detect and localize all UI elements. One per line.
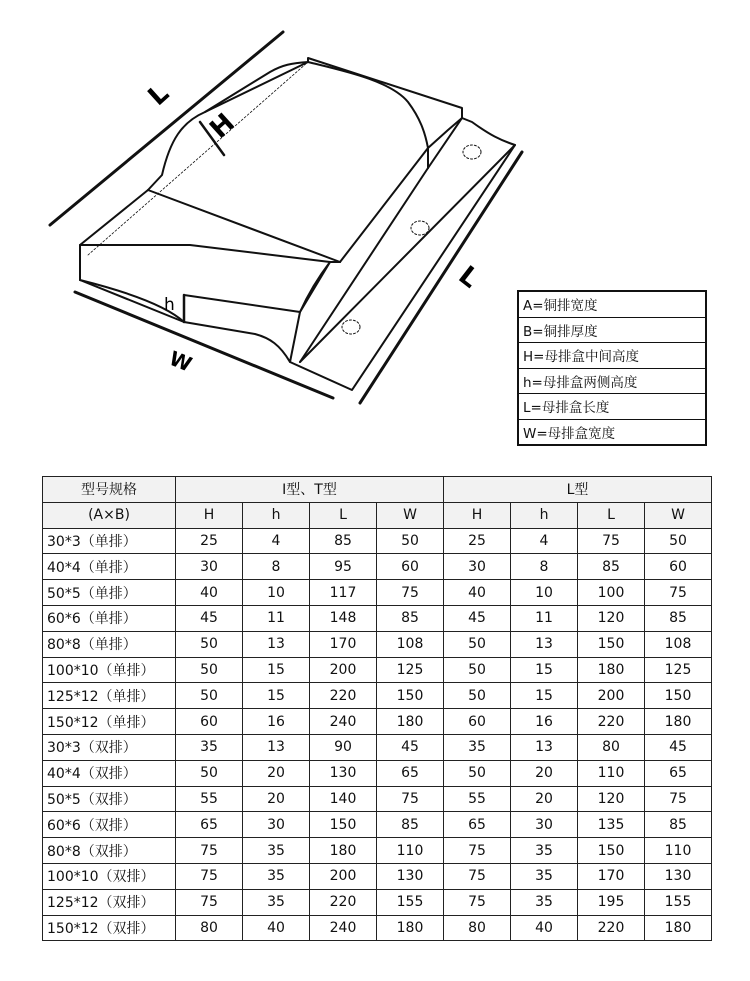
value-cell: 125 — [645, 657, 712, 683]
col-header: L — [310, 502, 377, 528]
value-cell: 20 — [511, 786, 578, 812]
value-cell: 180 — [310, 838, 377, 864]
value-cell: 35 — [243, 838, 310, 864]
value-cell: 75 — [645, 580, 712, 606]
value-cell: 117 — [310, 580, 377, 606]
value-cell: 75 — [377, 580, 444, 606]
legend-item: B=铜排厚度 — [518, 317, 706, 343]
value-cell: 150 — [377, 683, 444, 709]
value-cell: 80 — [444, 915, 511, 941]
value-cell: 55 — [176, 786, 243, 812]
value-cell: 25 — [176, 528, 243, 554]
model-cell: 50*5（双排） — [43, 786, 176, 812]
value-cell: 180 — [377, 709, 444, 735]
model-cell: 150*12（双排） — [43, 915, 176, 941]
value-cell: 15 — [243, 683, 310, 709]
header-ab: (A×B) — [43, 502, 176, 528]
value-cell: 170 — [578, 863, 645, 889]
value-cell: 65 — [176, 812, 243, 838]
value-cell: 50 — [444, 657, 511, 683]
value-cell: 220 — [578, 709, 645, 735]
value-cell: 20 — [243, 760, 310, 786]
label-L-top: L — [142, 78, 175, 112]
value-cell: 13 — [243, 631, 310, 657]
table-row — [43, 734, 712, 760]
value-cell: 10 — [511, 580, 578, 606]
value-cell: 110 — [377, 838, 444, 864]
col-header: h — [243, 502, 310, 528]
value-cell: 85 — [645, 605, 712, 631]
value-cell: 108 — [645, 631, 712, 657]
value-cell: 130 — [310, 760, 377, 786]
value-cell: 50 — [176, 631, 243, 657]
value-cell: 148 — [310, 605, 377, 631]
value-cell: 110 — [645, 838, 712, 864]
value-cell: 15 — [243, 657, 310, 683]
value-cell: 155 — [645, 889, 712, 915]
value-cell: 75 — [578, 528, 645, 554]
value-cell: 35 — [176, 734, 243, 760]
model-cell: 80*8（双排） — [43, 838, 176, 864]
value-cell: 155 — [377, 889, 444, 915]
value-cell: 85 — [310, 528, 377, 554]
value-cell: 35 — [511, 863, 578, 889]
value-cell: 40 — [243, 915, 310, 941]
value-cell: 200 — [310, 657, 377, 683]
legend-item: h=母排盒两侧高度 — [518, 368, 706, 394]
model-cell: 125*12（单排） — [43, 683, 176, 709]
value-cell: 220 — [578, 915, 645, 941]
spec-table — [42, 476, 712, 941]
box-outline — [80, 58, 515, 390]
model-cell: 60*6（双排） — [43, 812, 176, 838]
label-h: h — [164, 295, 175, 315]
value-cell: 75 — [176, 863, 243, 889]
value-cell: 85 — [578, 554, 645, 580]
table-row — [43, 580, 712, 606]
value-cell: 35 — [243, 889, 310, 915]
label-W: W — [165, 346, 196, 377]
model-cell: 30*3（双排） — [43, 734, 176, 760]
col-header: W — [645, 502, 712, 528]
label-H: H — [204, 107, 241, 145]
value-cell: 140 — [310, 786, 377, 812]
value-cell: 25 — [444, 528, 511, 554]
value-cell: 80 — [176, 915, 243, 941]
value-cell: 85 — [377, 812, 444, 838]
header-group-i-t: I型、T型 — [176, 477, 444, 503]
value-cell: 60 — [645, 554, 712, 580]
col-header: L — [578, 502, 645, 528]
table-row — [43, 554, 712, 580]
label-L-right: L — [452, 260, 485, 295]
hole-3 — [342, 320, 360, 334]
table-row — [43, 631, 712, 657]
header-group-l: L型 — [444, 477, 712, 503]
col-header: H — [176, 502, 243, 528]
value-cell: 120 — [578, 786, 645, 812]
table-row — [43, 657, 712, 683]
value-cell: 75 — [444, 863, 511, 889]
value-cell: 85 — [377, 605, 444, 631]
table-row — [43, 889, 712, 915]
table-row — [43, 709, 712, 735]
value-cell: 125 — [377, 657, 444, 683]
value-cell: 13 — [243, 734, 310, 760]
col-header: h — [511, 502, 578, 528]
legend-item: L=母排盒长度 — [518, 394, 706, 420]
value-cell: 15 — [511, 657, 578, 683]
value-cell: 130 — [377, 863, 444, 889]
value-cell: 20 — [511, 760, 578, 786]
value-cell: 35 — [444, 734, 511, 760]
value-cell: 120 — [578, 605, 645, 631]
model-cell: 125*12（双排） — [43, 889, 176, 915]
model-cell: 60*6（单排） — [43, 605, 176, 631]
value-cell: 170 — [310, 631, 377, 657]
value-cell: 30 — [243, 812, 310, 838]
value-cell: 45 — [377, 734, 444, 760]
table-row — [43, 528, 712, 554]
table-row — [43, 812, 712, 838]
value-cell: 220 — [310, 683, 377, 709]
value-cell: 60 — [377, 554, 444, 580]
value-cell: 150 — [578, 631, 645, 657]
table-row — [43, 605, 712, 631]
value-cell: 50 — [377, 528, 444, 554]
value-cell: 75 — [176, 838, 243, 864]
value-cell: 150 — [310, 812, 377, 838]
value-cell: 65 — [645, 760, 712, 786]
value-cell: 55 — [444, 786, 511, 812]
value-cell: 90 — [310, 734, 377, 760]
col-header: W — [377, 502, 444, 528]
value-cell: 40 — [444, 580, 511, 606]
model-cell: 30*3（单排） — [43, 528, 176, 554]
value-cell: 50 — [176, 760, 243, 786]
value-cell: 180 — [645, 915, 712, 941]
table-row — [43, 915, 712, 941]
table-row — [43, 838, 712, 864]
value-cell: 65 — [377, 760, 444, 786]
value-cell: 40 — [511, 915, 578, 941]
value-cell: 40 — [176, 580, 243, 606]
value-cell: 50 — [444, 683, 511, 709]
value-cell: 30 — [511, 812, 578, 838]
value-cell: 135 — [578, 812, 645, 838]
value-cell: 85 — [645, 812, 712, 838]
value-cell: 50 — [645, 528, 712, 554]
value-cell: 240 — [310, 709, 377, 735]
legend-table — [517, 290, 707, 446]
value-cell: 35 — [511, 838, 578, 864]
spec-table-body — [43, 528, 712, 941]
value-cell: 195 — [578, 889, 645, 915]
value-cell: 10 — [243, 580, 310, 606]
col-header: H — [444, 502, 511, 528]
model-cell: 80*8（单排） — [43, 631, 176, 657]
value-cell: 8 — [511, 554, 578, 580]
value-cell: 15 — [511, 683, 578, 709]
value-cell: 110 — [578, 760, 645, 786]
value-cell: 50 — [176, 657, 243, 683]
value-cell: 45 — [176, 605, 243, 631]
value-cell: 220 — [310, 889, 377, 915]
value-cell: 11 — [243, 605, 310, 631]
value-cell: 75 — [377, 786, 444, 812]
value-cell: 200 — [310, 863, 377, 889]
legend-item: H=母排盒中间高度 — [518, 343, 706, 369]
value-cell: 240 — [310, 915, 377, 941]
value-cell: 35 — [511, 889, 578, 915]
value-cell: 108 — [377, 631, 444, 657]
value-cell: 45 — [444, 605, 511, 631]
value-cell: 4 — [511, 528, 578, 554]
value-cell: 95 — [310, 554, 377, 580]
value-cell: 180 — [578, 657, 645, 683]
value-cell: 180 — [645, 709, 712, 735]
model-cell: 40*4（双排） — [43, 760, 176, 786]
value-cell: 16 — [243, 709, 310, 735]
value-cell: 13 — [511, 734, 578, 760]
table-row — [43, 760, 712, 786]
model-cell: 100*10（单排） — [43, 657, 176, 683]
value-cell: 50 — [444, 760, 511, 786]
value-cell: 4 — [243, 528, 310, 554]
value-cell: 80 — [578, 734, 645, 760]
value-cell: 150 — [578, 838, 645, 864]
value-cell: 13 — [511, 631, 578, 657]
value-cell: 75 — [444, 889, 511, 915]
legend-item: W=母排盒宽度 — [518, 419, 706, 445]
value-cell: 60 — [176, 709, 243, 735]
value-cell: 75 — [176, 889, 243, 915]
value-cell: 60 — [444, 709, 511, 735]
hole-2 — [411, 221, 429, 235]
legend-item: A=铜排宽度 — [518, 291, 706, 317]
model-cell: 100*10（双排） — [43, 863, 176, 889]
value-cell: 20 — [243, 786, 310, 812]
value-cell: 16 — [511, 709, 578, 735]
value-cell: 75 — [645, 786, 712, 812]
value-cell: 130 — [645, 863, 712, 889]
model-cell: 40*4（单排） — [43, 554, 176, 580]
value-cell: 100 — [578, 580, 645, 606]
header-model: 型号规格 — [43, 477, 176, 503]
value-cell: 30 — [444, 554, 511, 580]
value-cell: 8 — [243, 554, 310, 580]
value-cell: 35 — [243, 863, 310, 889]
value-cell: 200 — [578, 683, 645, 709]
model-cell: 50*5（单排） — [43, 580, 176, 606]
value-cell: 150 — [645, 683, 712, 709]
value-cell: 30 — [176, 554, 243, 580]
hole-1 — [463, 145, 481, 159]
value-cell: 75 — [444, 838, 511, 864]
value-cell: 50 — [444, 631, 511, 657]
table-row — [43, 683, 712, 709]
model-cell: 150*12（单排） — [43, 709, 176, 735]
value-cell: 50 — [176, 683, 243, 709]
value-cell: 45 — [645, 734, 712, 760]
table-row — [43, 786, 712, 812]
value-cell: 180 — [377, 915, 444, 941]
value-cell: 11 — [511, 605, 578, 631]
table-row — [43, 863, 712, 889]
value-cell: 65 — [444, 812, 511, 838]
